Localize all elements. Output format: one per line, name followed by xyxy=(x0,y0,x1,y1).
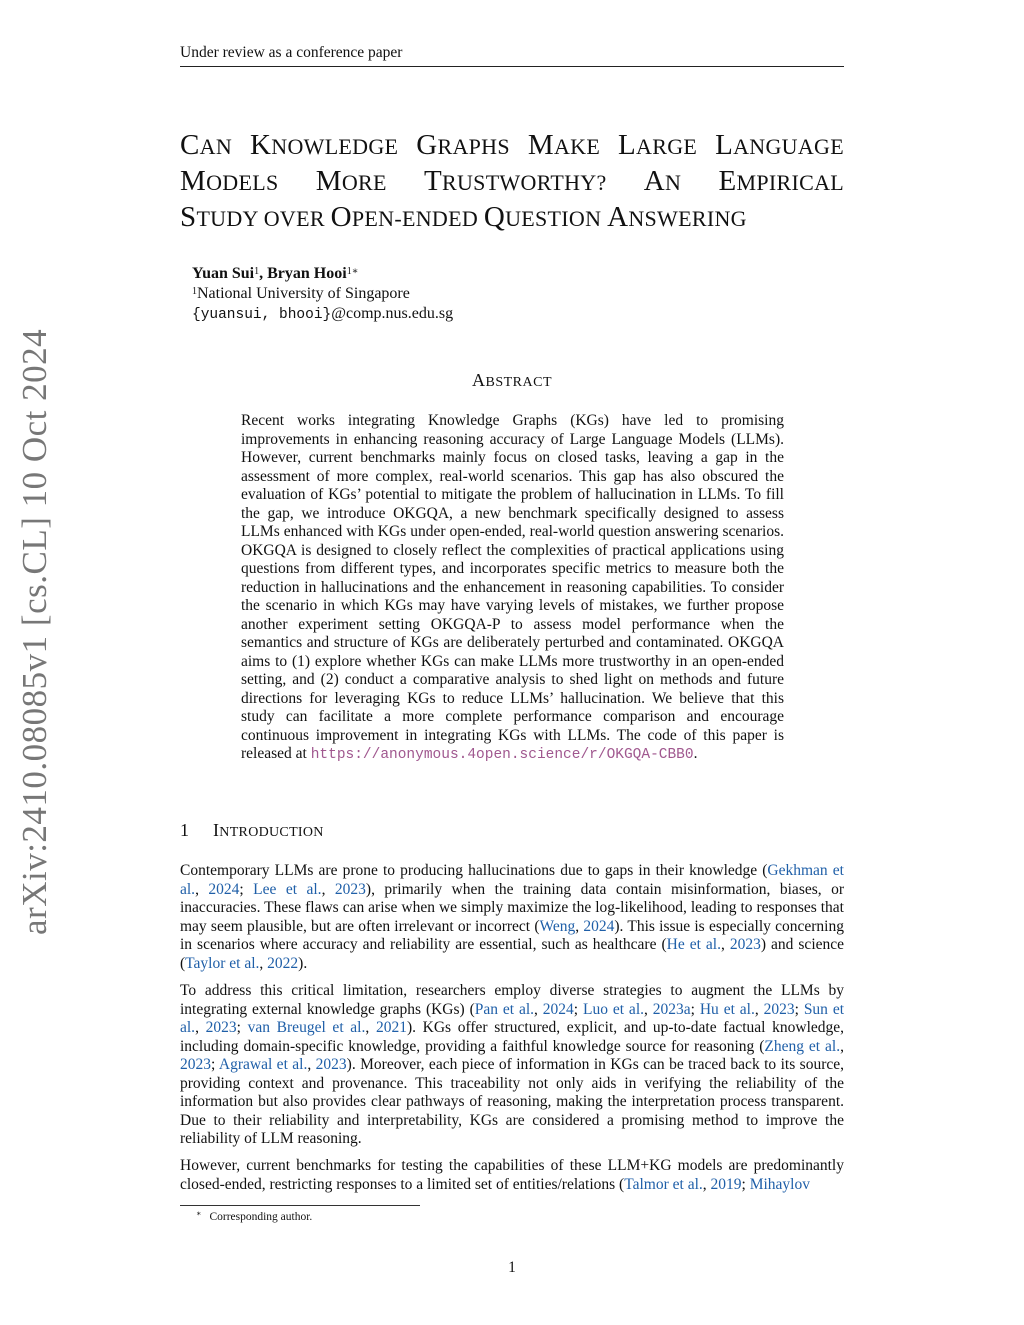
abstract-body: Recent works integrating Knowledge Graphs (KGs) have led to promising improvements in enhancing reasoning accuracy of Large Language Models (LLMs). However, current benchmarks mainly focus on closed tasks, leaving a gap in the assessment of more complex, real-world scenarios. This gap has also obscured the evaluation of KGs’ potential to mitigate the problem of hallucination in LLMs. To fill the gap, we introduce OKGQA, a new benchmark specifically designed to assess LLMs enhanced with KGs under open-ended, real-world question answering scenarios. OKGQA is designed to closely reflect the complexities of practical applications using questions from different types, and incorporates specific metrics to measure both the reduction in hallucinations and the enhancement in reasoning capabilities. To consider the scenario in which KGs may have varying levels of mistakes, we further propose another experiment setting OKGQA-P to assess model performance when the semantics and structure of KGs are deliberately perturbed and contaminated. OKGQA aims to (1) explore whether KGs can make LLMs more trustworthy in an open-ended setting, and (2) conduct a comparative analysis to shed light on methods and future directions for leveraging KGs to reduce LLMs’ hallucination. We believe that this study can facilitate a more complete performance comparison and encourage continuous improvement in integrating KGs with LLMs. The code of this paper is released at https://anonymous.4open.science/r/OKGQA-CBB0. xyxy=(241,412,784,763)
citation-link[interactable]: Pan et al. xyxy=(474,1000,535,1018)
paragraph-text: , xyxy=(534,1000,543,1018)
paragraph-text: , xyxy=(365,1019,376,1036)
citation-link[interactable]: Lee et al. xyxy=(253,880,322,898)
author-email: {yuansui, bhooi}@comp.nus.edu.sg xyxy=(192,305,454,323)
running-header: Under review as a conference paper xyxy=(180,44,403,61)
author-affiliation: $^1$National University of Singapore xyxy=(192,285,410,302)
citation-link[interactable]: He et al. xyxy=(666,936,721,953)
paragraph-text: , xyxy=(702,1175,711,1193)
paragraph-text: Contemporary LLMs are prone to producing hallucinations due to gaps in their knowledge ( xyxy=(180,862,768,879)
paragraph-text: ), primarily when the training data contain misinformation, biases, or inaccuracies. These flaws can arise when we simply maximize the log-likelihood, leading to responses that may seem plausible, but are often irrelevant or incorrect ( xyxy=(180,880,845,935)
intro-paragraph-3 xyxy=(180,1157,844,1194)
paragraph-text: , xyxy=(720,936,730,953)
citation-link[interactable]: Taylor et al. xyxy=(185,954,260,972)
abstract-text: Recent works integrating Knowledge Graphs (KGs) have led to promising improvements in enhancing reasoning accuracy of Large Language Models (LLMs). However, current benchmarks mainly focus on closed tasks, leaving a gap in the assessment of more complex, real-world scenarios. This gap has also obscured the evaluation of KGs’ potential to mitigate the problem of hallucination in LLMs. To fill the gap, we introduce OKGQA, a new benchmark specifically designed to assess LLMs enhanced with KGs under open-ended, real-world question answering scenarios. OKGQA is designed to closely reflect the complexities of practical applications using questions from different types, and incorporates specific metrics to measure both the reduction in hallucinations and the enhancement in reasoning capabilities. To consider the scenario in which KGs may have varying levels of mistakes, we further propose another experiment setting OKGQA-P to assess model performance when the semantics and structure of KGs are deliberately perturbed and contaminated. OKGQA aims to (1) explore whether KGs can make LLMs more trustworthy in an open-ended setting, and (2) conduct a comparative analysis to shed light on methods and future directions for leveraging KGs to reduce LLMs’ hallucination. We believe that this study can facilitate a more complete performance comparison and encourage continuous improvement in integrating KGs with LLMs. The code of this paper is released at xyxy=(241,412,784,762)
paragraph-text: ) and science ( xyxy=(180,936,845,972)
abstract-heading: ABSTRACT xyxy=(471,370,552,390)
title-line-3: STUDY OVER OPEN-ENDED QUESTION ANSWERING xyxy=(180,201,747,233)
citation-link[interactable]: 2023 xyxy=(315,1056,347,1073)
citation-link[interactable]: Hu et al. xyxy=(699,1000,755,1018)
citation-link[interactable]: Sun et al. xyxy=(180,1000,845,1036)
citation-link[interactable]: 2019 xyxy=(710,1175,742,1193)
paragraph-text: , xyxy=(195,880,209,898)
code-link[interactable]: https://anonymous.4open.science/r/OKGQA-CBB0 xyxy=(310,747,694,763)
citation-link[interactable]: 2024 xyxy=(583,917,615,935)
paragraph-text: ). Moreover, each piece of information in KGs can be traced back to its source, providing context and provenance. This traceability not only aids in verifying the reliability of the information but also provides clear pathways of reasoning, making the interpretation process transparent. Due to their reliability and interpretability, KGs are considered a promising method to improve the reliability of LLM reasoning. xyxy=(180,1056,845,1147)
paragraph-text: ). This issue is especially concerning in scenarios where accuracy and reliability are essential, such as healthcare ( xyxy=(180,917,844,953)
citation-link[interactable]: Mihaylov xyxy=(749,1175,810,1193)
paragraph-text: , xyxy=(259,954,268,972)
citation-link[interactable]: 2024 xyxy=(208,880,240,898)
citation-link[interactable]: 2023a xyxy=(652,1000,691,1018)
paragraph-text: However, current benchmarks for testing the capabilities of these LLM+KG models are predominantly closed-ended, restricting responses to a limited set of entities/relations ( xyxy=(180,1157,844,1193)
paragraph-text: To address this critical limitation, researchers employ diverse strategies to augment the LLMs by integrating external knowledge graphs (KGs) ( xyxy=(180,982,844,1018)
paragraph-text: ; xyxy=(690,1000,700,1018)
paragraph-text: , xyxy=(644,1000,653,1018)
paragraph-text: , xyxy=(307,1056,316,1073)
paragraph-text: ; xyxy=(794,1000,804,1018)
intro-paragraph-1 xyxy=(180,862,844,973)
citation-link[interactable]: van Breugel et al. xyxy=(247,1019,366,1036)
paragraph-text: , xyxy=(321,880,335,898)
arxiv-stamp: arXiv:2410.08085v1 [cs.CL] 10 Oct 2024 xyxy=(15,328,54,935)
citation-link[interactable]: 2022 xyxy=(267,954,299,972)
section-heading-introduction: 1 INTRODUCTION xyxy=(180,820,324,840)
paragraph-text: , xyxy=(754,1000,764,1018)
citation-link[interactable]: Weng xyxy=(539,917,576,935)
page-number: 1 xyxy=(508,1259,516,1276)
paragraph-text: ). KGs offer structured, explicit, and up-to-date factual knowledge, including domain-specific knowledge, providing a faithful knowledge source for reasoning ( xyxy=(180,1019,845,1055)
paragraph-text: ; xyxy=(211,1056,219,1073)
author-names: Yuan Sui$^1$, Bryan Hooi$^{1∗}$ xyxy=(192,265,359,282)
intro-paragraph-2 xyxy=(180,982,844,1149)
citation-link[interactable]: Zheng et al. xyxy=(764,1037,841,1055)
citation-link[interactable]: Agrawal et al. xyxy=(218,1056,308,1073)
header-rule xyxy=(180,66,844,67)
paragraph-text: ; xyxy=(239,880,254,898)
citation-link[interactable]: Luo et al. xyxy=(583,1000,644,1018)
footnote: ∗ Corresponding author. xyxy=(196,1209,313,1223)
citation-link[interactable]: Talmor et al. xyxy=(624,1175,703,1193)
paragraph-text: ). xyxy=(298,954,308,972)
citation-link[interactable]: 2023 xyxy=(180,1056,211,1073)
citation-link[interactable]: 2023 xyxy=(763,1000,795,1018)
citation-link[interactable]: 2024 xyxy=(542,1000,574,1018)
paragraph-text: , xyxy=(575,917,584,935)
citation-link[interactable]: 2023 xyxy=(729,936,761,953)
citation-link[interactable]: 2023 xyxy=(205,1019,237,1036)
footnote-rule xyxy=(180,1205,420,1206)
citation-link[interactable]: Gekhman et al. xyxy=(180,862,844,898)
title-line-1: CAN KNOWLEDGE GRAPHS MAKE LARGE LANGUAGE xyxy=(180,129,844,161)
citation-link[interactable]: 2023 xyxy=(334,880,366,898)
paragraph-text: ; xyxy=(573,1000,583,1018)
paragraph-text: , xyxy=(840,1037,844,1055)
paragraph-text: , xyxy=(195,1019,206,1036)
citation-link[interactable]: 2021 xyxy=(375,1019,407,1036)
paper-title xyxy=(180,128,844,236)
paragraph-text: ; xyxy=(236,1019,248,1036)
author-block xyxy=(192,264,453,325)
title-line-2: MODELS MORE TRUSTWORTHY? AN EMPIRICAL xyxy=(180,165,844,197)
paragraph-text: ; xyxy=(741,1175,750,1193)
